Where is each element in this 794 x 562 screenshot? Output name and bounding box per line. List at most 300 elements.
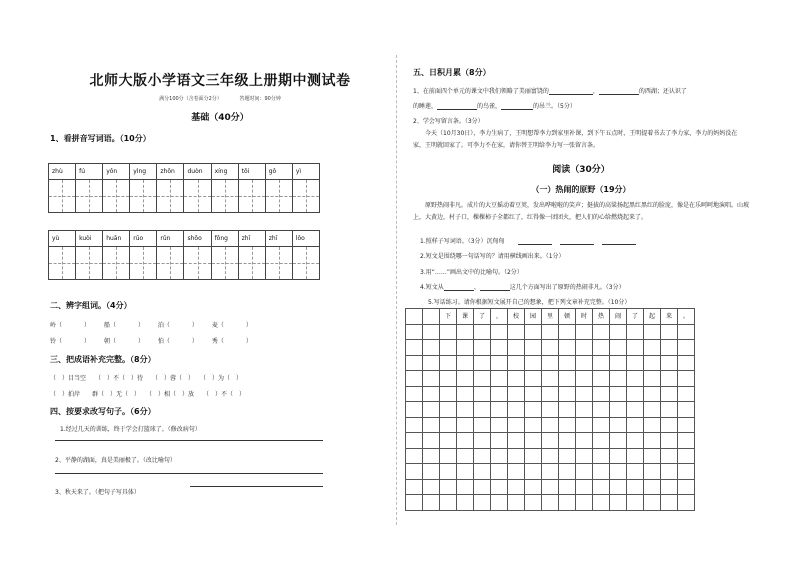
grid-cell[interactable] bbox=[678, 325, 695, 341]
section-5-heading: 五、日积月累（8分） bbox=[413, 68, 491, 77]
grid-cell[interactable] bbox=[457, 325, 474, 341]
writing-box[interactable] bbox=[103, 247, 129, 279]
grid-cell[interactable] bbox=[678, 449, 695, 465]
grid-cell[interactable] bbox=[542, 356, 559, 372]
grid-cell[interactable] bbox=[440, 464, 457, 480]
pinyin-cell: tōi bbox=[239, 164, 265, 180]
grid-cell[interactable] bbox=[406, 495, 423, 511]
grid-cell[interactable] bbox=[457, 480, 474, 496]
writing-box[interactable] bbox=[157, 180, 183, 212]
grid-cell[interactable] bbox=[491, 480, 508, 496]
section-2-row-1: 岭（ ） 船（ ） 泊（ ） 麦（ ） bbox=[50, 322, 252, 329]
writing-box[interactable] bbox=[157, 247, 183, 279]
grid-cell[interactable] bbox=[491, 356, 508, 372]
grid-cell[interactable] bbox=[559, 418, 576, 434]
grid-cell[interactable] bbox=[525, 418, 542, 434]
grid-cell[interactable] bbox=[491, 464, 508, 480]
writing-box[interactable] bbox=[266, 180, 292, 212]
grid-cell[interactable] bbox=[474, 371, 491, 387]
pinyin-cell: duòn bbox=[184, 164, 210, 180]
grid-cell[interactable] bbox=[644, 480, 661, 496]
grid-cell[interactable] bbox=[559, 464, 576, 480]
grid-cell[interactable] bbox=[678, 464, 695, 480]
writing-box[interactable] bbox=[212, 247, 238, 279]
grid-cell[interactable] bbox=[644, 371, 661, 387]
grid-cell[interactable] bbox=[559, 402, 576, 418]
grid-cell[interactable] bbox=[576, 340, 593, 356]
grid-cell[interactable] bbox=[661, 480, 678, 496]
reading-q3: 3.用“……”画出文中的比喻句。（2分） bbox=[420, 269, 523, 276]
grid-cell[interactable] bbox=[610, 433, 627, 449]
grid-cell[interactable] bbox=[644, 340, 661, 356]
grid-cell[interactable] bbox=[474, 480, 491, 496]
section-5-q2: 2、学会写留言条。（3分） bbox=[413, 118, 484, 125]
grid-cell[interactable] bbox=[678, 480, 695, 496]
writing-box[interactable] bbox=[49, 247, 75, 279]
grid-cell[interactable] bbox=[661, 418, 678, 434]
grid-cell[interactable] bbox=[406, 340, 423, 356]
grid-cell[interactable] bbox=[559, 495, 576, 511]
pinyin-table-2 bbox=[48, 230, 320, 280]
grid-cell[interactable] bbox=[508, 371, 525, 387]
section-4-heading: 四、按要求改写句子。（6分） bbox=[50, 407, 156, 416]
grid-cell[interactable] bbox=[678, 387, 695, 403]
grid-cell[interactable] bbox=[576, 418, 593, 434]
grid-cell[interactable] bbox=[559, 356, 576, 372]
grid-cell[interactable] bbox=[610, 340, 627, 356]
grid-cell[interactable] bbox=[491, 325, 508, 341]
grid-cell[interactable] bbox=[474, 418, 491, 434]
grid-cell[interactable] bbox=[559, 433, 576, 449]
grid-cell[interactable] bbox=[406, 325, 423, 341]
grid-cell[interactable] bbox=[542, 418, 559, 434]
grid-cell[interactable] bbox=[576, 371, 593, 387]
grid-cell[interactable] bbox=[542, 387, 559, 403]
grid-cell[interactable] bbox=[576, 387, 593, 403]
grid-cell[interactable] bbox=[525, 340, 542, 356]
grid-cell[interactable] bbox=[508, 449, 525, 465]
grid-cell: 了 bbox=[474, 309, 491, 325]
grid-cell[interactable] bbox=[627, 495, 644, 511]
grid-cell[interactable] bbox=[610, 418, 627, 434]
grid-cell[interactable] bbox=[423, 309, 440, 325]
grid-cell[interactable] bbox=[627, 340, 644, 356]
writing-box[interactable] bbox=[76, 180, 102, 212]
pinyin-cell: zhōn bbox=[157, 164, 183, 180]
reading-q2: 2.短文是围绕哪一句话写的？请用横线画出来。（1分） bbox=[420, 253, 565, 260]
pinyin-cell: xíng bbox=[212, 164, 238, 180]
grid-cell[interactable] bbox=[593, 371, 610, 387]
grid-cell[interactable] bbox=[525, 480, 542, 496]
grid-cell[interactable] bbox=[593, 449, 610, 465]
writing-box[interactable] bbox=[49, 180, 75, 212]
grid-cell: 热 bbox=[593, 309, 610, 325]
grid-cell[interactable] bbox=[491, 371, 508, 387]
grid-cell[interactable] bbox=[644, 449, 661, 465]
grid-cell[interactable] bbox=[678, 371, 695, 387]
grid-cell[interactable] bbox=[644, 464, 661, 480]
writing-box[interactable] bbox=[103, 180, 129, 212]
pinyin-cell: zhī bbox=[266, 231, 292, 247]
pinyin-cell: yù bbox=[49, 231, 75, 247]
grid-cell[interactable] bbox=[661, 464, 678, 480]
pinyin-cell: yì bbox=[293, 164, 319, 180]
grid-cell[interactable] bbox=[508, 325, 525, 341]
grid-cell[interactable] bbox=[610, 480, 627, 496]
grid-cell[interactable] bbox=[474, 402, 491, 418]
page-divider bbox=[396, 55, 397, 525]
grid-cell[interactable] bbox=[525, 387, 542, 403]
grid-cell[interactable] bbox=[457, 464, 474, 480]
grid-cell[interactable] bbox=[627, 371, 644, 387]
grid-cell[interactable] bbox=[644, 402, 661, 418]
grid-cell[interactable] bbox=[593, 340, 610, 356]
grid-cell[interactable] bbox=[491, 418, 508, 434]
grid-cell[interactable] bbox=[491, 433, 508, 449]
grid-cell[interactable] bbox=[610, 449, 627, 465]
grid-cell[interactable] bbox=[457, 433, 474, 449]
writing-box[interactable] bbox=[184, 247, 210, 279]
grid-cell[interactable] bbox=[661, 433, 678, 449]
grid-cell[interactable] bbox=[661, 325, 678, 341]
grid-cell[interactable] bbox=[508, 433, 525, 449]
grid-cell[interactable] bbox=[474, 387, 491, 403]
writing-box[interactable] bbox=[239, 180, 265, 212]
grid-cell[interactable] bbox=[423, 402, 440, 418]
grid-cell[interactable] bbox=[508, 480, 525, 496]
grid-cell[interactable] bbox=[423, 449, 440, 465]
grid-cell[interactable] bbox=[627, 402, 644, 418]
grid-cell[interactable] bbox=[491, 495, 508, 511]
grid-cell[interactable] bbox=[627, 325, 644, 341]
grid-cell[interactable] bbox=[610, 371, 627, 387]
answer-line-3[interactable] bbox=[190, 486, 323, 487]
grid-cell[interactable] bbox=[525, 433, 542, 449]
reading-q1: 1.照样子写词语。（3分）沉甸甸 bbox=[420, 236, 636, 245]
answer-line-1[interactable] bbox=[55, 440, 323, 441]
grid-cell[interactable] bbox=[423, 371, 440, 387]
grid-cell[interactable] bbox=[559, 371, 576, 387]
grid-cell[interactable] bbox=[457, 402, 474, 418]
grid-cell[interactable] bbox=[542, 340, 559, 356]
grid-cell[interactable] bbox=[440, 371, 457, 387]
grid-cell[interactable] bbox=[525, 356, 542, 372]
grid-cell[interactable] bbox=[593, 464, 610, 480]
writing-box[interactable] bbox=[266, 247, 292, 279]
grid-cell[interactable] bbox=[491, 387, 508, 403]
grid-cell[interactable] bbox=[559, 340, 576, 356]
grid-cell[interactable] bbox=[525, 449, 542, 465]
grid-cell[interactable] bbox=[644, 356, 661, 372]
pinyin-cell: gǒ bbox=[266, 164, 292, 180]
grid-cell[interactable] bbox=[593, 495, 610, 511]
grid-cell[interactable] bbox=[423, 418, 440, 434]
grid-cell[interactable] bbox=[406, 402, 423, 418]
grid-cell[interactable] bbox=[525, 402, 542, 418]
grid-cell[interactable] bbox=[627, 449, 644, 465]
grid-cell[interactable] bbox=[508, 418, 525, 434]
grid-cell[interactable] bbox=[474, 495, 491, 511]
grid-cell[interactable] bbox=[406, 418, 423, 434]
writing-box[interactable] bbox=[293, 180, 319, 212]
grid-cell: 课 bbox=[457, 309, 474, 325]
grid-cell[interactable] bbox=[610, 387, 627, 403]
grid-cell[interactable] bbox=[542, 371, 559, 387]
passage-title: （一）热闹的原野（19分） bbox=[531, 185, 631, 194]
blank[interactable] bbox=[501, 103, 533, 110]
grid-cell: 起 bbox=[644, 309, 661, 325]
grid-cell[interactable] bbox=[457, 387, 474, 403]
time-info: 答题时间：90分钟 bbox=[239, 96, 281, 102]
writing-box[interactable] bbox=[239, 247, 265, 279]
pinyin-cell: rǔn bbox=[157, 231, 183, 247]
grid-cell[interactable] bbox=[610, 402, 627, 418]
grid-cell[interactable] bbox=[457, 495, 474, 511]
reading-q4: 4.短文从 、 这几个方面写出了原野的热闹非凡。（3分） bbox=[420, 284, 625, 291]
grid-cell: 园 bbox=[525, 309, 542, 325]
section-4-question-1: 1.经过几天的训练，终于学会打篮球了。（修改病句） bbox=[60, 426, 201, 433]
reading-header: 阅读（30分） bbox=[552, 165, 610, 175]
grid-cell[interactable] bbox=[644, 325, 661, 341]
grid-cell[interactable] bbox=[576, 495, 593, 511]
passage-text: 原野热闹非凡。成片的大豆摇动着豆荚，发出哗啦啦的笑声；挺拔的高粱扬起黑红黑红的脸庞，像是在乐呵呵地演唱。山坡上，大黄边，村子口，棵棵柿子全都红了，红得像一团团火，把人们的心给燃烧起来了。 bbox=[413, 202, 750, 221]
writing-box[interactable] bbox=[76, 247, 102, 279]
grid-cell[interactable] bbox=[440, 449, 457, 465]
grid-cell[interactable] bbox=[423, 433, 440, 449]
grid-cell[interactable] bbox=[406, 387, 423, 403]
grid-cell[interactable] bbox=[423, 480, 440, 496]
grid-cell[interactable] bbox=[457, 356, 474, 372]
grid-cell[interactable] bbox=[406, 309, 423, 325]
grid-cell[interactable] bbox=[508, 340, 525, 356]
grid-cell[interactable] bbox=[661, 449, 678, 465]
grid-cell: 来 bbox=[661, 309, 678, 325]
grid-cell[interactable] bbox=[457, 371, 474, 387]
grid-cell[interactable] bbox=[457, 449, 474, 465]
grid-cell[interactable] bbox=[661, 402, 678, 418]
writing-box[interactable] bbox=[184, 180, 210, 212]
section-5-q1-line-2: 的睡莲， 的鸟雀， 的吊兰。（5分） bbox=[413, 103, 576, 110]
grid-cell[interactable] bbox=[678, 402, 695, 418]
grid-cell[interactable] bbox=[610, 495, 627, 511]
grid-cell[interactable] bbox=[508, 356, 525, 372]
grid-cell[interactable] bbox=[440, 495, 457, 511]
grid-cell[interactable] bbox=[423, 340, 440, 356]
grid-cell[interactable] bbox=[542, 495, 559, 511]
pinyin-table-1 bbox=[48, 163, 320, 213]
section-3-row-2: （ ）拍岸 群（ ）无（ ） （ ）相（ ）放 （ ）不（ ） bbox=[50, 391, 246, 398]
grid-cell[interactable] bbox=[559, 387, 576, 403]
grid-cell[interactable] bbox=[559, 480, 576, 496]
grid-cell[interactable] bbox=[610, 464, 627, 480]
section-2-row-2: 铃（ ） 朝（ ） 怕（ ） 秀（ ） bbox=[50, 338, 252, 345]
grid-cell[interactable] bbox=[644, 495, 661, 511]
grid-cell[interactable] bbox=[491, 402, 508, 418]
grid-cell[interactable] bbox=[406, 464, 423, 480]
grid-cell[interactable] bbox=[440, 433, 457, 449]
grid-cell[interactable] bbox=[610, 356, 627, 372]
grid-cell[interactable] bbox=[644, 433, 661, 449]
grid-cell[interactable] bbox=[661, 495, 678, 511]
section-3-heading: 三、把成语补充完整。（8分） bbox=[50, 355, 156, 364]
grid-cell[interactable] bbox=[423, 464, 440, 480]
section-1-heading: 1、看拼音写词语。（10分） bbox=[50, 134, 151, 143]
pinyin-cell: fǒng bbox=[212, 231, 238, 247]
grid-cell[interactable] bbox=[508, 402, 525, 418]
answer-line-2[interactable] bbox=[55, 473, 323, 474]
pinyin-cell: huān bbox=[103, 231, 129, 247]
blank[interactable] bbox=[602, 238, 636, 245]
grid-cell[interactable] bbox=[542, 325, 559, 341]
grid-cell[interactable] bbox=[610, 325, 627, 341]
pinyin-cell: yǒn bbox=[103, 164, 129, 180]
grid-cell[interactable] bbox=[542, 464, 559, 480]
grid-cell[interactable] bbox=[559, 449, 576, 465]
grid-cell[interactable] bbox=[593, 325, 610, 341]
grid-cell: 了 bbox=[627, 309, 644, 325]
grid-cell[interactable] bbox=[627, 464, 644, 480]
grid-cell[interactable] bbox=[678, 495, 695, 511]
grid-cell[interactable] bbox=[474, 325, 491, 341]
grid-cell[interactable] bbox=[627, 480, 644, 496]
grid-cell[interactable] bbox=[406, 480, 423, 496]
grid-cell[interactable] bbox=[627, 356, 644, 372]
grid-cell[interactable] bbox=[491, 340, 508, 356]
pinyin-cell: zhù bbox=[49, 164, 75, 180]
grid-cell[interactable] bbox=[508, 464, 525, 480]
writing-box[interactable] bbox=[293, 247, 319, 279]
grid-cell[interactable] bbox=[440, 418, 457, 434]
grid-cell[interactable] bbox=[627, 418, 644, 434]
grid-cell[interactable] bbox=[542, 480, 559, 496]
grid-cell[interactable] bbox=[474, 356, 491, 372]
grid-cell[interactable] bbox=[491, 449, 508, 465]
grid-cell[interactable] bbox=[576, 464, 593, 480]
grid-cell: 里 bbox=[542, 309, 559, 325]
basics-header: 基础（40分） bbox=[191, 113, 249, 123]
grid-cell[interactable] bbox=[576, 402, 593, 418]
pinyin-cell: lǒo bbox=[293, 231, 319, 247]
grid-cell: 下 bbox=[440, 309, 457, 325]
grid-cell[interactable] bbox=[423, 325, 440, 341]
grid-cell[interactable] bbox=[457, 340, 474, 356]
grid-cell[interactable] bbox=[678, 356, 695, 372]
blank[interactable] bbox=[560, 238, 594, 245]
grid-cell: 顿 bbox=[559, 309, 576, 325]
writing-box[interactable] bbox=[212, 180, 238, 212]
section-5-q1-line-1: 1、在前面四个单元的课文中我们领略了美丽富饶的 ， 的西湖；还认识了 bbox=[413, 88, 687, 95]
grid-cell[interactable] bbox=[542, 433, 559, 449]
grid-cell[interactable] bbox=[474, 464, 491, 480]
score-info: 满分100分（含卷面分2分） bbox=[159, 96, 222, 102]
grid-cell[interactable] bbox=[593, 402, 610, 418]
grid-cell[interactable] bbox=[593, 387, 610, 403]
grid-cell[interactable] bbox=[627, 433, 644, 449]
grid-cell[interactable] bbox=[457, 418, 474, 434]
grid-cell[interactable] bbox=[576, 325, 593, 341]
blank[interactable] bbox=[518, 238, 552, 245]
blank[interactable] bbox=[444, 284, 474, 291]
grid-cell[interactable] bbox=[644, 418, 661, 434]
grid-cell[interactable] bbox=[474, 433, 491, 449]
grid-cell[interactable] bbox=[678, 433, 695, 449]
grid-cell[interactable] bbox=[542, 449, 559, 465]
grid-cell[interactable] bbox=[661, 356, 678, 372]
grid-cell[interactable] bbox=[508, 387, 525, 403]
grid-cell[interactable] bbox=[525, 325, 542, 341]
section-3-row-1: （ ）目当空 （ ）不（ ）待 （ ）蓉（ ） （ ）为（ ） bbox=[50, 375, 243, 382]
grid-cell[interactable] bbox=[661, 340, 678, 356]
grid-cell[interactable] bbox=[508, 495, 525, 511]
grid-cell: 时 bbox=[576, 309, 593, 325]
blank[interactable] bbox=[480, 284, 510, 291]
grid-cell[interactable] bbox=[559, 325, 576, 341]
section-2-heading: 二、辨字组词。（4分） bbox=[50, 301, 132, 310]
grid-cell[interactable] bbox=[406, 449, 423, 465]
pinyin-cell: shōo bbox=[184, 231, 210, 247]
grid-cell[interactable] bbox=[644, 387, 661, 403]
grid-cell[interactable] bbox=[661, 371, 678, 387]
grid-cell[interactable] bbox=[440, 480, 457, 496]
grid-cell[interactable] bbox=[474, 449, 491, 465]
blank[interactable] bbox=[599, 88, 639, 95]
grid-cell[interactable] bbox=[627, 387, 644, 403]
grid-cell: 校 bbox=[508, 309, 525, 325]
grid-cell[interactable] bbox=[576, 433, 593, 449]
grid-cell[interactable] bbox=[678, 340, 695, 356]
grid-cell[interactable] bbox=[525, 371, 542, 387]
grid-cell[interactable] bbox=[440, 356, 457, 372]
blank[interactable] bbox=[549, 88, 593, 95]
grid-cell: 。 bbox=[678, 309, 695, 325]
grid-cell[interactable] bbox=[406, 356, 423, 372]
grid-cell[interactable] bbox=[406, 371, 423, 387]
grid-cell[interactable] bbox=[474, 340, 491, 356]
grid-cell[interactable] bbox=[593, 480, 610, 496]
grid-cell[interactable] bbox=[423, 356, 440, 372]
grid-cell[interactable] bbox=[423, 387, 440, 403]
grid-cell: ， bbox=[491, 309, 508, 325]
reading-q5: 5.写话练习。请你根据短文展开自己的想象，把下列文章补充完整。（10分） bbox=[428, 299, 631, 306]
grid-cell[interactable] bbox=[678, 418, 695, 434]
grid-cell[interactable] bbox=[593, 418, 610, 434]
grid-cell[interactable] bbox=[593, 356, 610, 372]
grid-cell[interactable] bbox=[661, 387, 678, 403]
blank[interactable] bbox=[437, 103, 477, 110]
exam-subtitle bbox=[100, 95, 340, 102]
grid-cell[interactable] bbox=[440, 387, 457, 403]
grid-cell[interactable] bbox=[525, 495, 542, 511]
writing-box[interactable] bbox=[130, 180, 156, 212]
grid-cell[interactable] bbox=[542, 402, 559, 418]
grid-cell[interactable] bbox=[576, 356, 593, 372]
grid-cell[interactable] bbox=[576, 449, 593, 465]
pinyin-cell: yìng bbox=[130, 164, 156, 180]
section-5-q2-text: 今天（10月30日），李力生病了，王明想帮李力到家里补课，到下午五点时，王明提着书去了李力家，李力的妈妈没在家，王明就回家了。可李力不在家，请你替王明给李力写一张留言条。 bbox=[413, 130, 738, 149]
writing-box[interactable] bbox=[130, 247, 156, 279]
grid-cell[interactable] bbox=[525, 464, 542, 480]
grid-cell[interactable] bbox=[440, 340, 457, 356]
grid-cell[interactable] bbox=[576, 480, 593, 496]
grid-cell[interactable] bbox=[440, 402, 457, 418]
grid-cell: 闹 bbox=[610, 309, 627, 325]
grid-cell[interactable] bbox=[423, 495, 440, 511]
section-4-question-3: 3、秋天来了。（把句子写具体） bbox=[55, 489, 140, 496]
pinyin-cell: rūo bbox=[130, 231, 156, 247]
grid-cell[interactable] bbox=[406, 433, 423, 449]
grid-cell[interactable] bbox=[440, 325, 457, 341]
grid-cell[interactable] bbox=[593, 433, 610, 449]
